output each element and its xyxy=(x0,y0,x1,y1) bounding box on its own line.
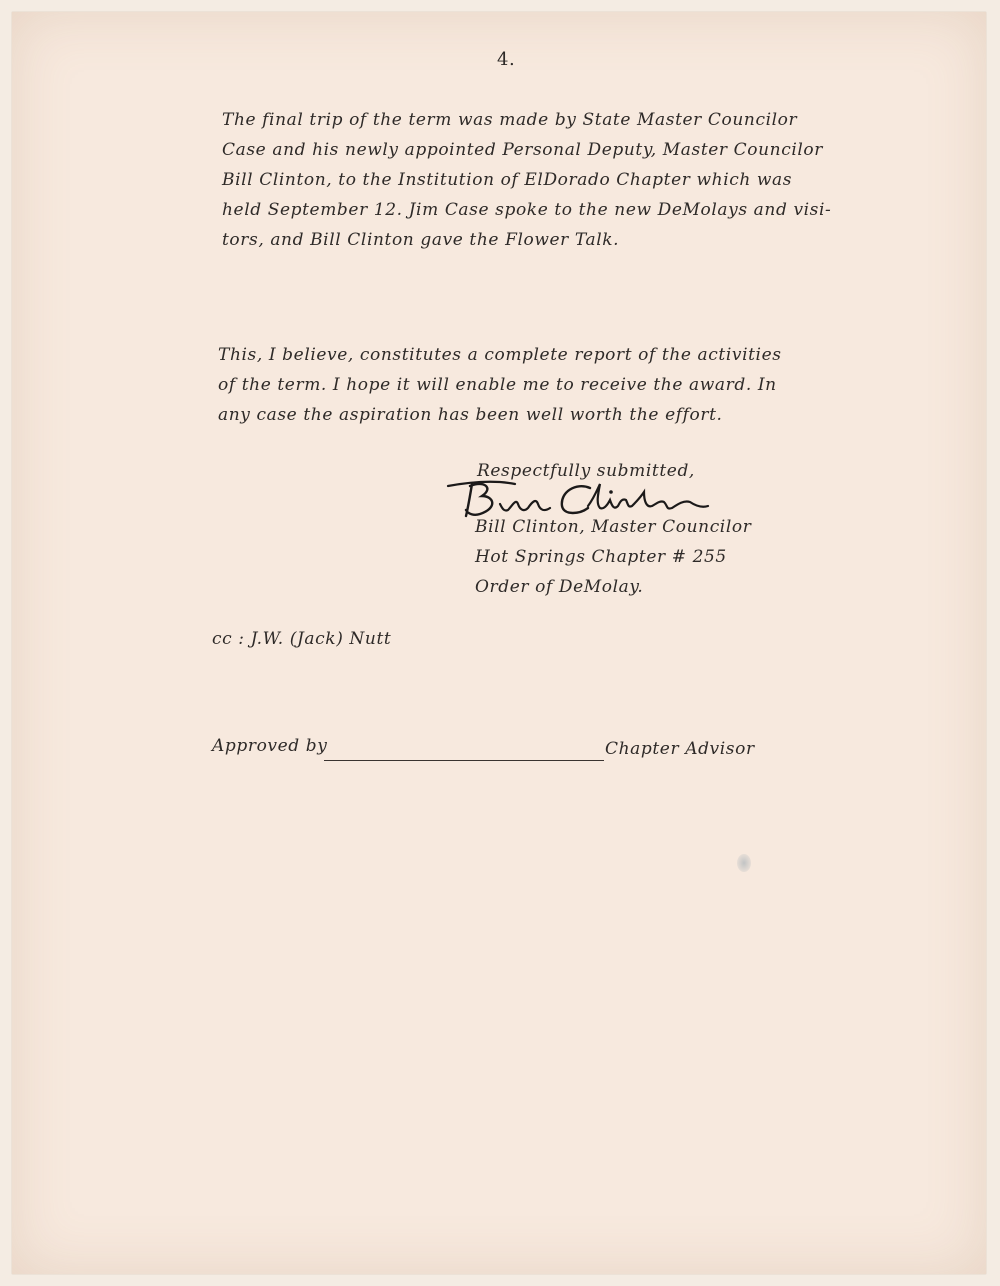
page-number: 4. xyxy=(497,49,516,70)
paragraph-line: This, I believe, constitutes a complete report of the activities xyxy=(218,345,782,365)
chapter-advisor-label: Chapter Advisor xyxy=(605,739,755,759)
signer-order: Order of DeMolay. xyxy=(475,577,644,597)
paragraph-line: held September 12. Jim Case spoke to the new DeMolays and visi- xyxy=(222,200,832,220)
paragraph-line: of the term. I hope it will enable me to receive the award. In xyxy=(218,375,777,395)
approval-signature-line xyxy=(324,760,604,761)
paragraph-line: tors, and Bill Clinton gave the Flower Talk. xyxy=(222,230,620,250)
report-paragraph-1 xyxy=(222,110,862,290)
document-page xyxy=(12,12,986,1274)
signature-block xyxy=(475,517,805,607)
carbon-copy-line: cc : J.W. (Jack) Nutt xyxy=(212,629,392,649)
paper-smudge xyxy=(737,854,751,872)
approved-by-label: Approved by xyxy=(212,736,328,756)
paragraph-line: Bill Clinton, to the Institution of ElDorado Chapter which was xyxy=(222,170,793,190)
signer-name-title: Bill Clinton, Master Councilor xyxy=(475,517,752,537)
report-paragraph-2 xyxy=(218,345,868,435)
paragraph-line: Case and his newly appointed Personal Deputy, Master Councilor xyxy=(222,140,823,160)
paragraph-line: The final trip of the term was made by State Master Councilor xyxy=(222,110,798,130)
paragraph-line: any case the aspiration has been well worth the effort. xyxy=(218,405,723,425)
signer-chapter: Hot Springs Chapter # 255 xyxy=(475,547,727,567)
complimentary-close: Respectfully submitted, xyxy=(477,461,695,481)
